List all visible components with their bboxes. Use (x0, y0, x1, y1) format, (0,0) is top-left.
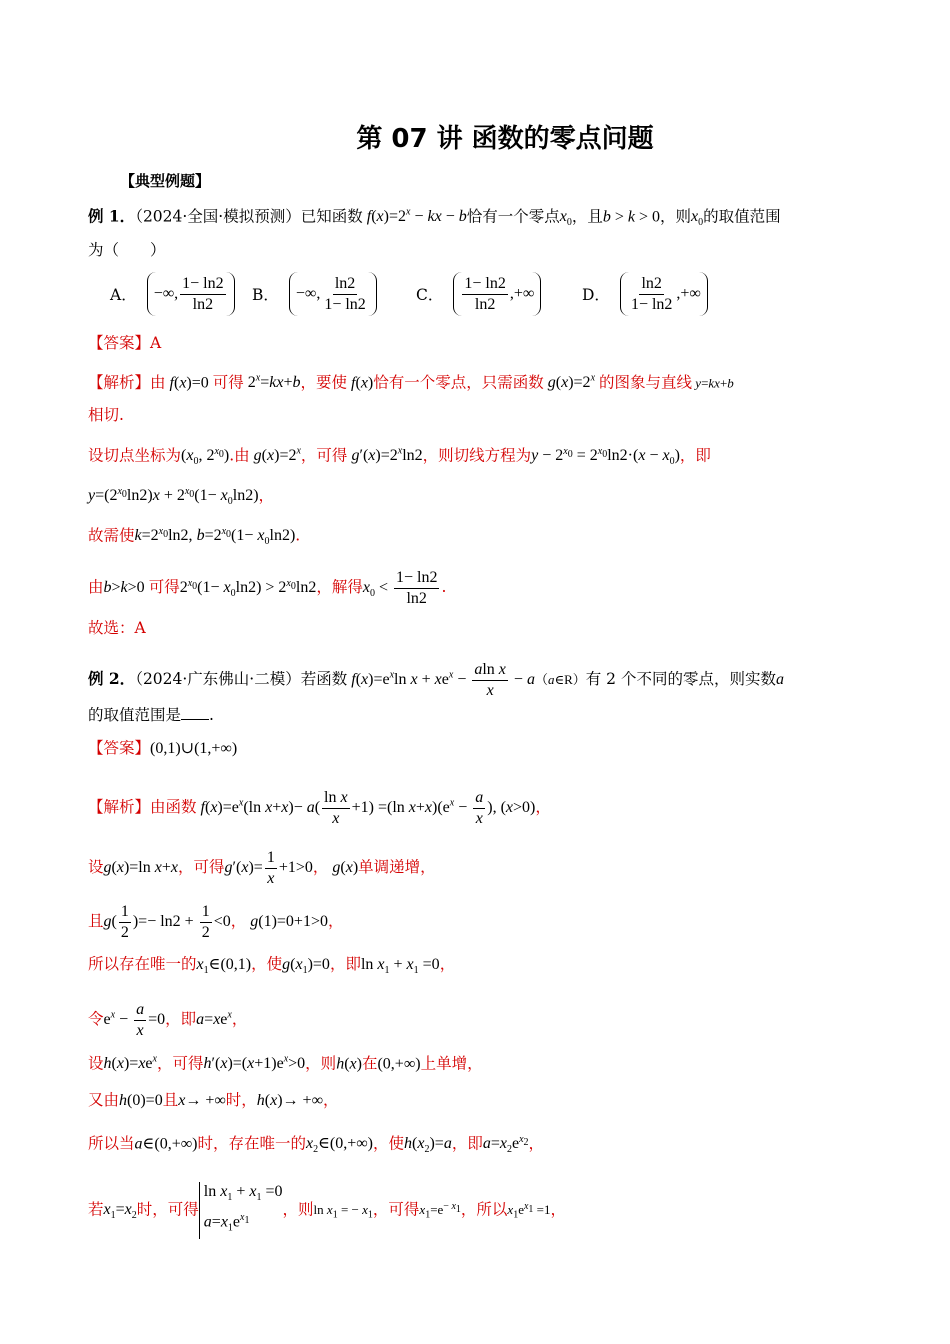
ex2-solution-line9: 若$x_1=x_2$时，可得$\ln x_1 + x_1 =0$ $a=x_1e^{x_1}$，则$\ln x_1$ = − $x_1$，可得$x_1=e^{- x_1}$，所以$x_1e^{x_1} =1$， (88, 1182, 566, 1239)
ex1-solution-line1: 【解析】由 f(x)=0 可得 $2^x=kx+b$，要使 f(x)恰有一个零点，只需函数 $g(x)=2^x$ 的图象与直线 y=kx+b (88, 373, 734, 392)
ex2-solution-line8: 所以当a∈(0,+∞)时，存在唯一的$x_2\in(0,+\infty)$，使$h(x_2)=a$，即$a=x_2e^{x_2}$， (88, 1134, 545, 1156)
ex2-solution-line6: 设$h(x)=xe^x$，可得$h'(x)=(x+1)e^x>0$，则h(x)在(0,+∞)上单增， (88, 1054, 483, 1073)
ex1-line1: 例 1．（2024·全国·模拟预测）已知函数 $f(x)=2^x$ − kx − b恰有一个零点$x_0$，且b > k > 0，则$x_0$的取值范围 (88, 206, 781, 229)
math: $f(x)=2^x$ − kx − b (366, 207, 467, 226)
ex1-line2: 为（ ） (88, 241, 166, 259)
ex1-final: 故选：A (88, 619, 146, 637)
ex1-label: 例 1． (88, 206, 136, 226)
option-c[interactable]: C． $\frac{1- \ln 2}{\ln 2}$ ,+∞ (416, 272, 541, 316)
section-heading: 【典型例题】 (120, 172, 211, 190)
ex2-line2: 的取值范围是 . (88, 706, 214, 724)
option-b[interactable]: B． −∞, $\frac{\ln 2}{1- \ln 2}$ (252, 272, 377, 316)
ex1-solution-line6: 由b>k>0 可得$2^{x_0}(1- x_0\ln 2) > 2^{x_0}\ln 2$，解得$x_0$ < $\frac{1- \ln 2}{\ln 2}$ . (88, 569, 447, 607)
ex1-answer: 【答案】A (88, 334, 162, 352)
ex2-answer: 【答案】(0,1)∪(1,+∞) (88, 739, 238, 757)
ex2-solution-line2: 设g(x)=ln x+x，可得g′(x)= $\frac{1}{x}$ +1>0， g(x)单调递增， (88, 849, 436, 887)
option-a[interactable]: A． −∞, $\frac{1- \ln 2}{\ln 2}$ (110, 272, 235, 316)
page-title: 第 07 讲 函数的零点问题 (356, 124, 654, 154)
ex2-solution-line7: 又由h(0)=0且x→ +∞时，h(x)→ +∞， (88, 1091, 339, 1109)
ex1-solution-line4: $y=(2^{x_0}\ln 2)x + 2^{x_0}(1- x_0\ln 2)$， (88, 486, 275, 508)
ex2-solution-line4: 所以存在唯一的$x_1\in(0,1)$，使$g(x_1)=0$，即$\ln x_1 + x_1 =0$， (88, 955, 456, 977)
answer-blank (181, 705, 209, 720)
ex2-solution-line5: 令$e^x$ − $\frac{a}{x}$ =0，即$a=xe^x$， (88, 1001, 248, 1039)
ex2-solution-line3: 且g( $\frac{1}{2}$ )=− ln2 + $\frac{1}{2}$ <0， g(1)=0+1>0， (88, 903, 344, 941)
ex2-line1: 例 2．（2024·广东佛山·二模）若函数 $f(x)=e^x\ln$ $x + xe^x$ − $\frac{\text{aln x}}{x}$ − a（a∈R）有 2 个不同的零点，则实数a (88, 661, 784, 699)
ex1-solution-line5: 故需使$k=2^{x_0}\ln 2$, $b=2^{x_0}(1- x_0\ln 2)$. (88, 526, 301, 548)
ex2-label: 例 2． (88, 669, 136, 689)
ex1-solution-line3: 设切点坐标为($x_0$, $2^{x_0}$).由 $g(x)=2^x$，可得 $g'(x)=2^x\ln 2$，则切线方程为$y - 2^{x_0} = 2^{x_0}\ln 2\cdot(x - x_0)$，即 (88, 446, 711, 468)
ex2-solution-line1: 【解析】由函数 $f(x)=e^x(\ln$ x+x)− a( $\frac{\text{ln x}}{x}$ +1) =(ln $x+x)(e^x$ − $\frac{a}{x}$ ), (x>0)， (88, 789, 551, 827)
ex1-solution-line2: 相切. (88, 406, 124, 424)
option-d[interactable]: D． $\frac{\ln 2}{1- \ln 2}$ ,+∞ (582, 272, 708, 316)
